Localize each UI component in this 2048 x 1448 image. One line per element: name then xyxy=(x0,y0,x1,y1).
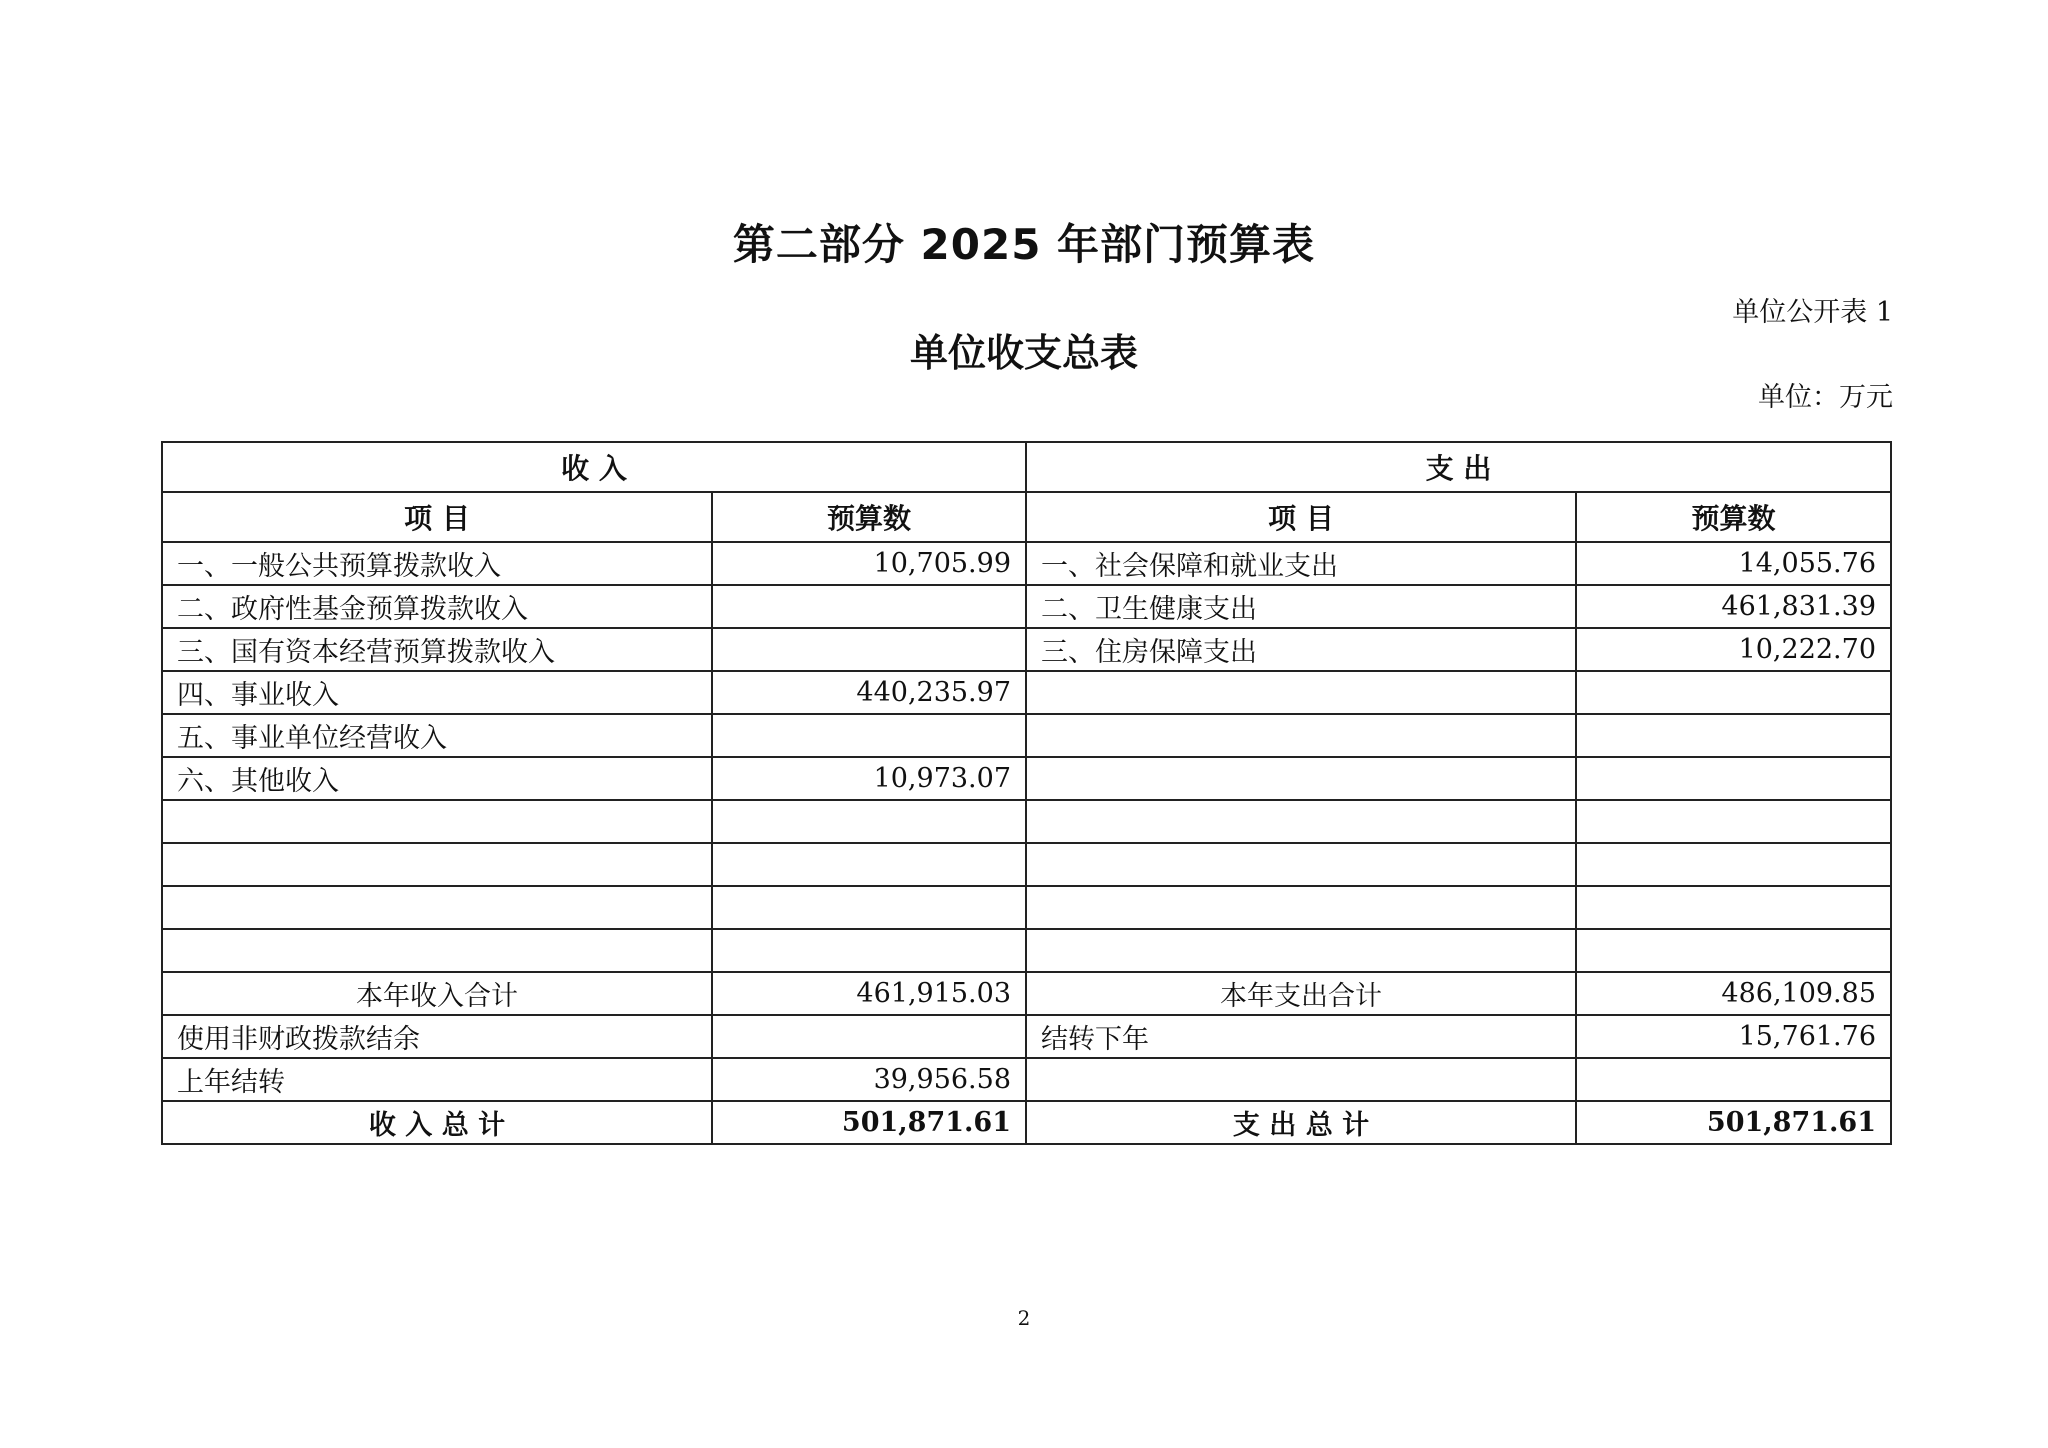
income-value-cell: 39,956.58 xyxy=(712,1058,1026,1101)
expense-item-cell: 三、住房保障支出 xyxy=(1026,628,1576,671)
page-title: 第二部分 2025 年部门预算表 xyxy=(732,220,1316,269)
expense-item-cell xyxy=(1026,1058,1576,1101)
section-header-row xyxy=(162,442,1891,492)
expense-item-cell xyxy=(1026,671,1576,714)
income-item-cell: 四、事业收入 xyxy=(162,671,712,714)
expense-item-cell: 本年支出合计 xyxy=(1026,972,1576,1015)
income-value-cell xyxy=(712,843,1026,886)
expense-value-cell xyxy=(1576,929,1891,972)
expense-budget-header: 预算数 xyxy=(1576,492,1891,542)
expense-item-cell xyxy=(1026,843,1576,886)
income-item-cell: 三、国有资本经营预算拨款收入 xyxy=(162,628,712,671)
income-item-cell xyxy=(162,929,712,972)
table-row xyxy=(162,800,1891,843)
income-item-cell xyxy=(162,886,712,929)
total-row xyxy=(162,1101,1891,1144)
income-value-cell xyxy=(712,886,1026,929)
table-row xyxy=(162,1058,1891,1101)
income-item-cell xyxy=(162,843,712,886)
expense-value-cell xyxy=(1576,843,1891,886)
income-value-cell xyxy=(712,585,1026,628)
income-value-cell xyxy=(712,800,1026,843)
income-item-cell: 二、政府性基金预算拨款收入 xyxy=(162,585,712,628)
income-header: 收 入 xyxy=(162,442,1026,492)
income-item-cell: 收 入 总 计 xyxy=(162,1101,712,1144)
expense-value-cell xyxy=(1576,800,1891,843)
income-value-cell: 440,235.97 xyxy=(712,671,1026,714)
table-row xyxy=(162,929,1891,972)
expense-item-cell xyxy=(1026,757,1576,800)
expense-value-cell: 10,222.70 xyxy=(1576,628,1891,671)
expense-value-cell: 14,055.76 xyxy=(1576,542,1891,585)
expense-header: 支 出 xyxy=(1026,442,1891,492)
income-item-cell: 六、其他收入 xyxy=(162,757,712,800)
unit-label: 单位：万元 xyxy=(1758,382,1893,413)
expense-value-cell xyxy=(1576,671,1891,714)
income-value-cell xyxy=(712,1015,1026,1058)
expense-item-cell: 支 出 总 计 xyxy=(1026,1101,1576,1144)
income-item-cell: 五、事业单位经营收入 xyxy=(162,714,712,757)
expense-value-cell: 15,761.76 xyxy=(1576,1015,1891,1058)
income-value-cell: 501,871.61 xyxy=(712,1101,1026,1144)
expense-value-cell xyxy=(1576,757,1891,800)
expense-value-cell xyxy=(1576,1058,1891,1101)
income-item-cell: 使用非财政拨款结余 xyxy=(162,1015,712,1058)
income-item-cell: 一、一般公共预算拨款收入 xyxy=(162,542,712,585)
expense-item-cell xyxy=(1026,800,1576,843)
income-budget-header: 预算数 xyxy=(712,492,1026,542)
table-number: 单位公开表 1 xyxy=(1732,297,1893,328)
expense-value-cell xyxy=(1576,886,1891,929)
table-title: 单位收支总表 xyxy=(909,331,1138,375)
expense-item-header: 项 目 xyxy=(1026,492,1576,542)
income-value-cell: 461,915.03 xyxy=(712,972,1026,1015)
subtotal-row xyxy=(162,972,1891,1015)
column-header-row xyxy=(162,492,1891,542)
expense-item-cell xyxy=(1026,714,1576,757)
table-row xyxy=(162,542,1891,585)
expense-item-cell xyxy=(1026,886,1576,929)
expense-item-cell: 结转下年 xyxy=(1026,1015,1576,1058)
table-row xyxy=(162,628,1891,671)
table-row xyxy=(162,585,1891,628)
expense-item-cell: 一、社会保障和就业支出 xyxy=(1026,542,1576,585)
income-value-cell: 10,973.07 xyxy=(712,757,1026,800)
expense-item-cell: 二、卫生健康支出 xyxy=(1026,585,1576,628)
page-number: 2 xyxy=(1017,1306,1031,1330)
income-item-cell xyxy=(162,800,712,843)
income-value-cell xyxy=(712,929,1026,972)
table-row xyxy=(162,714,1891,757)
income-item-header: 项 目 xyxy=(162,492,712,542)
expense-item-cell xyxy=(1026,929,1576,972)
income-item-cell: 上年结转 xyxy=(162,1058,712,1101)
expense-value-cell: 461,831.39 xyxy=(1576,585,1891,628)
table-row xyxy=(162,671,1891,714)
income-value-cell xyxy=(712,714,1026,757)
income-value-cell: 10,705.99 xyxy=(712,542,1026,585)
income-value-cell xyxy=(712,628,1026,671)
expense-value-cell: 486,109.85 xyxy=(1576,972,1891,1015)
expense-value-cell xyxy=(1576,714,1891,757)
budget-summary-table xyxy=(161,441,1892,1145)
expense-value-cell: 501,871.61 xyxy=(1576,1101,1891,1144)
table-row xyxy=(162,886,1891,929)
income-item-cell: 本年收入合计 xyxy=(162,972,712,1015)
table-row xyxy=(162,757,1891,800)
table-row xyxy=(162,1015,1891,1058)
table-row xyxy=(162,843,1891,886)
